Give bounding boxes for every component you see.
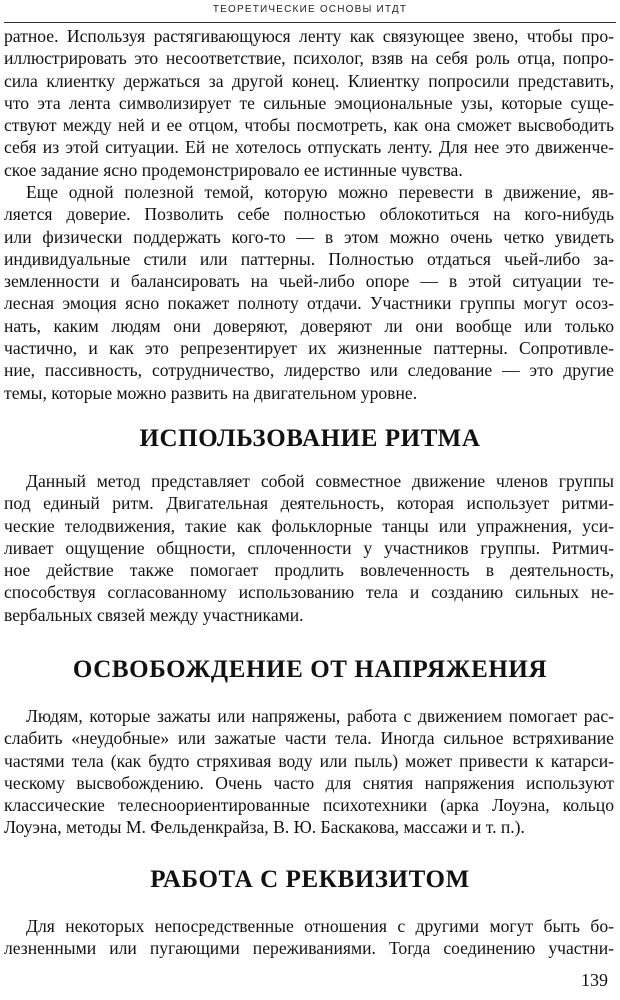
text-line: Для некоторых непосредственные отношения с другими могут быть бо- bbox=[26, 916, 614, 936]
text-line: частями тела (как будто стряхивая воду или пыль) может привести к катарси- bbox=[4, 750, 614, 771]
text-line: Лоуэна, методы М. Фельденкрайза, В. Ю. Баскакова, массажи и т. п.). bbox=[4, 817, 525, 838]
text-line: частично, и как это репрезентирует их жизненные паттерны. Сопротивле- bbox=[4, 338, 614, 359]
text-line: слабить «неудобные» или зажатые части тела. Иногда сильное встряхивание bbox=[4, 728, 614, 749]
text-line: лесная эмоция ясно покажет полноту отдачи. Участники группы могут осоз- bbox=[4, 293, 614, 314]
text-line: ляется доверие. Позволить себе полностью облокотиться на кого-нибудь bbox=[4, 204, 614, 225]
text-line: ное действие также помогает продлить вовлеченность в деятельность, bbox=[4, 560, 614, 581]
text-line: что эта лента символизирует те сильные эмоциональные узы, которые суще- bbox=[4, 92, 614, 113]
running-head: ТЕОРЕТИЧЕСКИЕ ОСНОВЫ ИТДТ bbox=[212, 4, 408, 15]
text-line: темы, которые можно развить на двигательном уровне. bbox=[4, 382, 418, 403]
text-line: Еще одной полезной темой, которую можно перевести в движение, яв- bbox=[26, 182, 614, 202]
text-line: индивидуальные стили или паттерны. Полностью отдаться чьей-либо за- bbox=[4, 248, 614, 269]
text-line: Людям, которые зажаты или напряжены, работа с движением помогает рас- bbox=[26, 706, 614, 726]
header-rule bbox=[4, 22, 616, 23]
paragraph-3 bbox=[4, 470, 614, 626]
text-line: ческому высвобождению. Очень часто для снятия напряжения используют bbox=[4, 772, 614, 793]
section-heading-props: РАБОТА С РЕКВИЗИТОМ bbox=[150, 866, 470, 893]
text-line: ское задание ясно продемонстрировало ее истинные чувства. bbox=[4, 159, 463, 180]
text-line: лезненными или пугающими переживаниями. Тогда соединению участни- bbox=[4, 938, 614, 959]
paragraph-1 bbox=[4, 25, 614, 181]
text-line: земленности и балансировать на чьей-либо опоре — в этой ситуации те- bbox=[4, 271, 614, 292]
text-line: ливает ощущение общности, сплоченности у участников группы. Ритмич- bbox=[4, 537, 614, 558]
text-line: под единый ритм. Двигательная деятельность, которая использует ритми- bbox=[4, 493, 614, 514]
section-heading-rhythm: ИСПОЛЬЗОВАНИЕ РИТМА bbox=[139, 425, 481, 452]
text-line: себя из этой ситуации. Ей не хотелось отпускать ленту. Для нее это движенче- bbox=[4, 137, 614, 158]
text-line: ние, пассивность, сотрудничество, лидерство или следование — это другие bbox=[4, 360, 614, 381]
text-line: классические телесноориентированные психотехники (арка Лоуэна, кольцо bbox=[4, 795, 614, 816]
text-line: ческие телодвижения, такие как фольклорные танцы или упражнения, уси- bbox=[4, 515, 614, 536]
text-line: или физически поддержать кого-то — в этом можно очень четко увидеть bbox=[4, 226, 614, 247]
text-line: ратное. Используя растягивающуюся ленту как связующее звено, чтобы про- bbox=[4, 26, 614, 46]
text-line: сила клиентку держаться за другой конец. Клиентку попросили представить, bbox=[4, 70, 614, 91]
text-line: вербальных связей между участниками. bbox=[4, 604, 304, 625]
text-line: ствуют между ней и ее отцом, чтобы посмотреть, как она сможет высвободить bbox=[4, 115, 614, 136]
text-line: способствуя согласованному использованию тела и созданию сильных не- bbox=[4, 582, 614, 603]
paragraph-2 bbox=[4, 181, 614, 404]
paragraph-5 bbox=[4, 915, 614, 960]
text-line: Данный метод представляет собой совместное движение членов группы bbox=[26, 471, 614, 491]
paragraph-4 bbox=[4, 705, 614, 839]
text-line: иллюстрировать это несоответствие, психолог, взяв на себя роль отца, попро- bbox=[4, 48, 614, 69]
text-line: нать, каким людям они доверяют, доверяют ли они вообще или только bbox=[4, 315, 614, 336]
page-number: 139 bbox=[581, 970, 608, 990]
section-heading-tension-release: ОСВОБОЖДЕНИЕ ОТ НАПРЯЖЕНИЯ bbox=[72, 656, 548, 683]
